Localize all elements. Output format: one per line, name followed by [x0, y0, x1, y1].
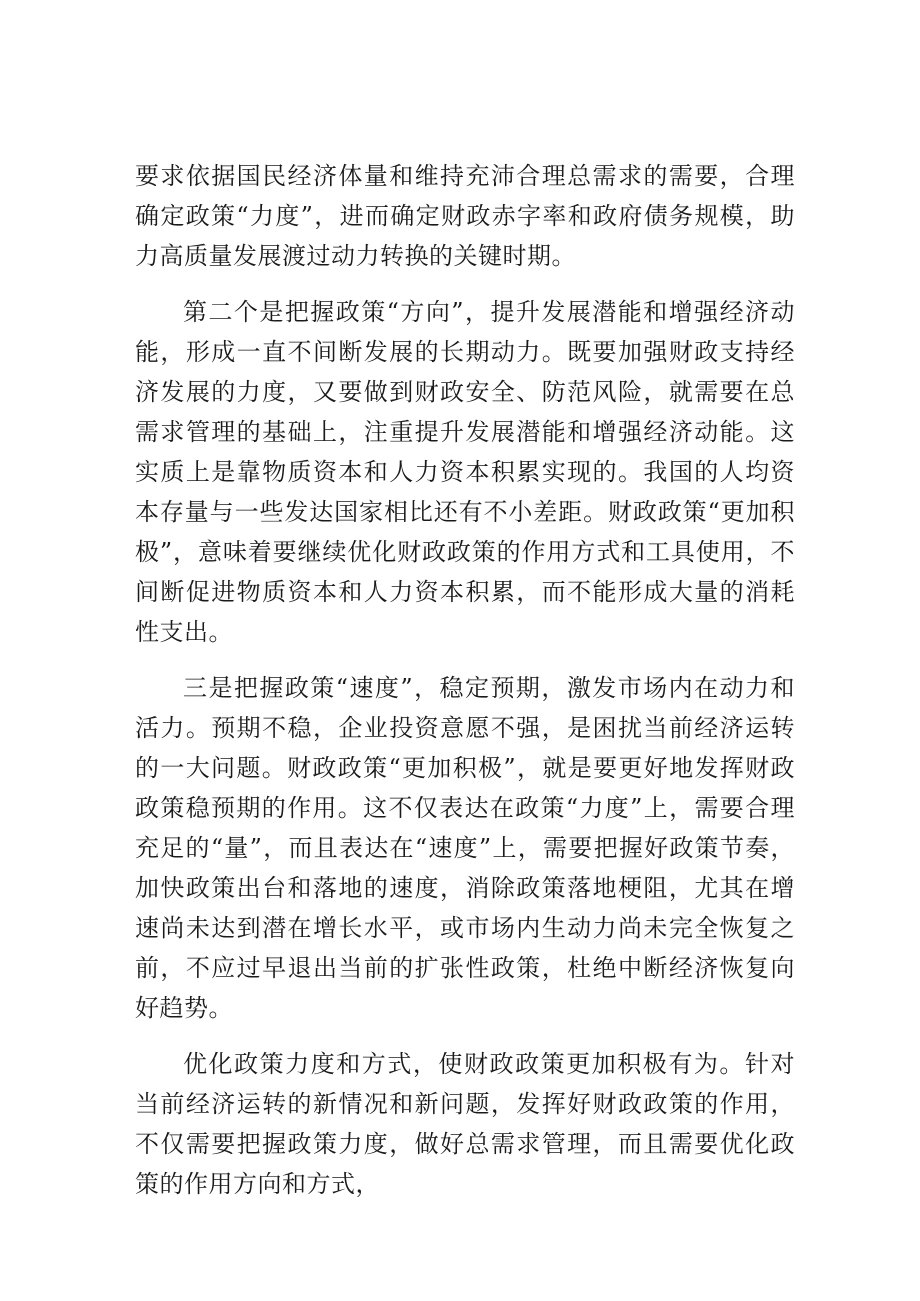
- paragraph-continuation: 要求依据国民经济体量和维持充沛合理总需求的需要，合理确定政策“力度”，进而确定财政赤字率和政府债务规模，助力高质量发展渡过动力转换的关键时期。: [135, 162, 795, 270]
- paragraph-policy-direction: 第二个是把握政策“方向”，提升发展潜能和增强经济动能，形成一直不间断发展的长期动力。既要加强财政支持经济发展的力度，又要做到财政安全、防范风险，就需要在总需求管理的基础上，注重提升发展潜能和增强经济动能。这实质上是靠物质资本和人力资本积累实现的。我国的人均资本存量与一些发达国家相比还有不小差距。财政政策“更加积极”，意味着要继续优化财政政策的作用方式和工具使用，不间断促进物质资本和人力资本积累，而不能形成大量的消耗性支出。: [135, 298, 795, 646]
- paragraph-policy-speed: 三是把握政策“速度”，稳定预期，激发市场内在动力和活力。预期不稳，企业投资意愿不强，是困扰当前经济运转的一大问题。财政政策“更加积极”，就是要更好地发挥财政政策稳预期的作用。这不仅表达在政策“力度”上，需要合理充足的“量”，而且表达在“速度”上，需要把握好政策节奏，加快政策出台和落地的速度，消除政策落地梗阻，尤其在增速尚未达到潜在增长水平，或市场内生动力尚未完全恢复之前，不应过早退出当前的扩张性政策，杜绝中断经济恢复向好趋势。: [135, 674, 795, 1022]
- document-body: [135, 156, 795, 1220]
- paragraph-optimize-policy: 优化政策力度和方式，使财政政策更加积极有为。针对当前经济运转的新情况和新问题，发挥好财政政策的作用，不仅需要把握政策力度，做好总需求管理，而且需要优化政策的作用方向和方式，: [135, 1050, 795, 1198]
